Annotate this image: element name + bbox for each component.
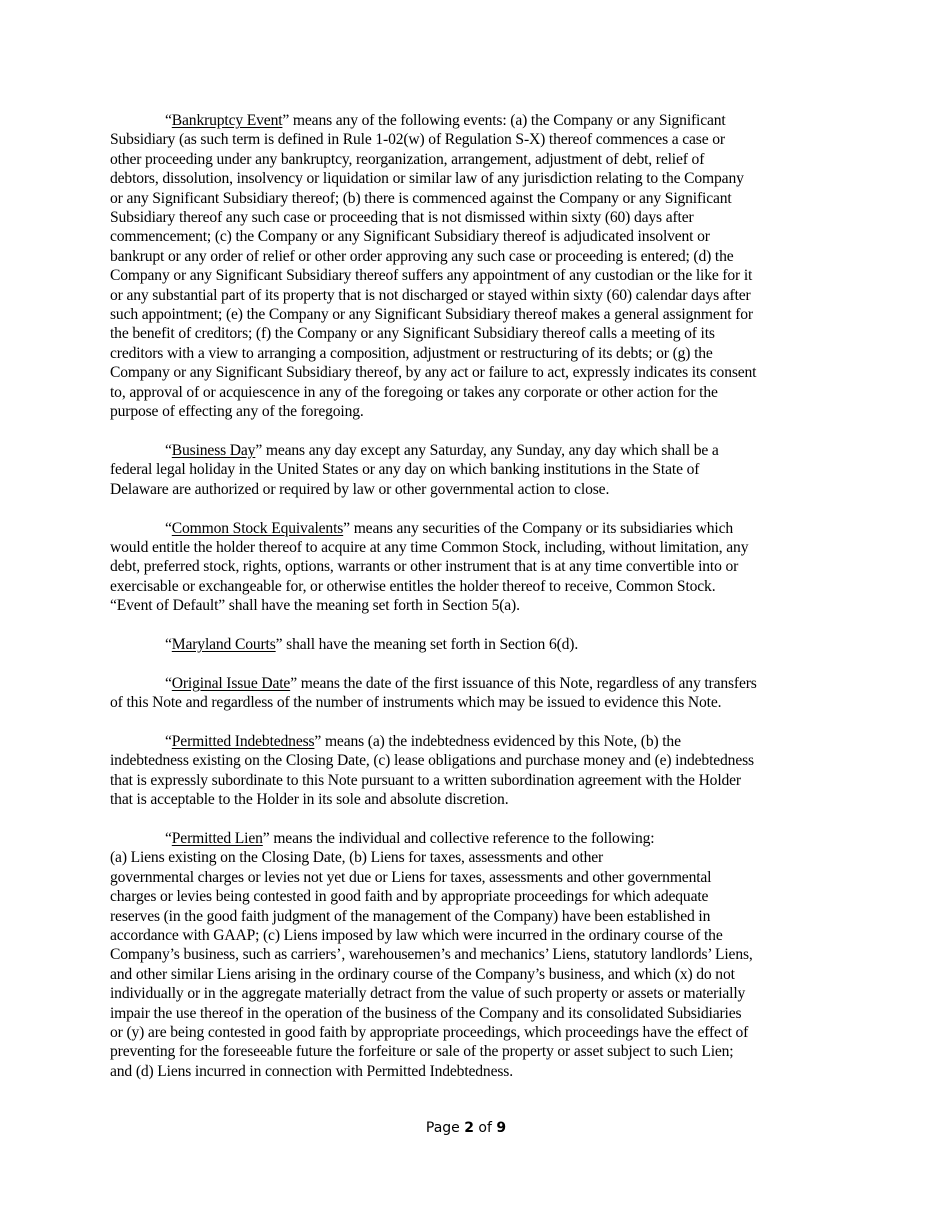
definition-line: that is expressly subordinate to this Note pursuant to a written subordination agreement with the Holder: [110, 771, 741, 789]
defined-term: Permitted Indebtedness: [171, 732, 315, 750]
definition-line: indebtedness existing on the Closing Date, (c) lease obligations and purchase money and (e) indebtedness: [110, 752, 754, 770]
definition-text: shall have the meaning set forth in Section 6(d).: [282, 635, 579, 653]
definition-text: means any of the following events: (a) the Company or any Significant: [289, 112, 726, 129]
open-quote: “: [165, 732, 172, 750]
definition-line: to, approval of or acquiescence in any of the foregoing or takes any corporate or other action for the: [110, 383, 718, 401]
defined-term: Bankruptcy Event: [171, 112, 283, 129]
definition-permitted-indebtedness: [110, 732, 830, 810]
close-quote: ”: [275, 635, 283, 653]
definition-line: federal legal holiday in the United States or any day on which banking institutions in the State of: [110, 461, 700, 479]
definition-text: means any day except any Saturday, any Sunday, any day which shall be a: [262, 441, 719, 459]
definition-line: that is acceptable to the Holder in its sole and absolute discretion.: [110, 791, 509, 809]
definition-line: governmental charges or levies not yet due or Liens for taxes, assessments and other governmental: [110, 868, 712, 886]
definition-original-issue-date: [110, 674, 830, 713]
definition-first-line: [110, 732, 830, 751]
definition-business-day: [110, 441, 830, 499]
definition-first-line: [110, 674, 830, 693]
definition-line: Subsidiary thereof any such case or proceeding that is not dismissed within sixty (60) days after: [110, 209, 694, 227]
definition-line: exercisable or exchangeable for, or otherwise entitles the holder thereof to receive, Common Stock.: [110, 577, 716, 595]
definition-first-line: [110, 635, 830, 654]
definition-line: Subsidiary (as such term is defined in Rule 1-02(w) of Regulation S-X) thereof commences a case or: [110, 131, 725, 149]
definition-permitted-lien: [110, 829, 830, 1081]
definition-line: or any substantial part of its property that is not discharged or stayed within sixty (60) calendar days after: [110, 286, 751, 304]
definition-line: Company or any Significant Subsidiary thereof, by any act or failure to act, expressly indicates its consent: [110, 364, 757, 382]
definition-line: the benefit of creditors; (f) the Company or any Significant Subsidiary thereof calls a meeting of its: [110, 325, 715, 343]
of-label: of: [473, 1120, 497, 1136]
definition-line: Company or any Significant Subsidiary thereof suffers any appointment of any custodian or the like for it: [110, 267, 753, 285]
defined-term: Common Stock Equivalents: [171, 519, 344, 537]
definition-bankruptcy-event: [110, 111, 830, 422]
definition-line: individually or in the aggregate materially detract from the value of such property or assets or materially: [110, 985, 746, 1003]
defined-term: Maryland Courts: [171, 635, 276, 653]
definition-text: means the individual and collective reference to the following:: [269, 829, 655, 847]
close-quote: ”: [290, 674, 297, 692]
definition-line: Delaware are authorized or required by law or other governmental action to close.: [110, 480, 610, 498]
definition-first-line: [110, 829, 830, 848]
definition-text: means (a) the indebtedness evidenced by this Note, (b) the: [321, 732, 681, 750]
close-quote: ”: [262, 829, 270, 847]
definition-line: or (y) are being contested in good faith by appropriate proceedings, which proceedings have the effect of: [110, 1024, 749, 1041]
open-quote: “: [165, 112, 172, 129]
definition-line: “Event of Default” shall have the meaning set forth in Section 5(a).: [110, 597, 520, 615]
definition-line: such appointment; (e) the Company or any Significant Subsidiary thereof makes a general assignment for: [110, 306, 753, 324]
definition-text: means any securities of the Company or its subsidiaries which: [349, 519, 734, 537]
definition-line: reserves (in the good faith judgment of the management of the Company) have been established in: [110, 907, 711, 925]
definition-maryland-courts: [110, 635, 830, 654]
close-quote: ”: [255, 441, 263, 459]
close-quote: ”: [282, 112, 290, 129]
defined-term: Original Issue Date: [171, 674, 291, 692]
open-quote: “: [165, 519, 172, 537]
current-page-number: 2: [464, 1120, 474, 1136]
definition-line: and (d) Liens incurred in connection with Permitted Indebtedness.: [110, 1062, 513, 1080]
definition-line: accordance with GAAP; (c) Liens imposed by law which were incurred in the ordinary course of the: [110, 926, 723, 944]
definition-line: would entitle the holder thereof to acquire at any time Common Stock, including, without limitation, any: [110, 538, 749, 556]
open-quote: “: [165, 674, 172, 692]
definition-line: commencement; (c) the Company or any Significant Subsidiary thereof is adjudicated insolvent or: [110, 228, 710, 246]
definition-line: impair the use thereof in the operation of the business of the Company and its consolidated Subsidiaries: [110, 1004, 742, 1022]
defined-term: Business Day: [171, 441, 256, 459]
definition-line: or any Significant Subsidiary thereof; (b) there is commenced against the Company or any Significant: [110, 189, 732, 207]
definition-line: preventing for the foreseeable future the forfeiture or sale of the property or asset subject to such Lien;: [110, 1043, 734, 1061]
definition-line: other proceeding under any bankruptcy, reorganization, arrangement, adjustment of debt, relief of: [110, 150, 705, 168]
defined-term: Permitted Lien: [171, 829, 263, 847]
definition-first-line: [110, 441, 830, 460]
definition-line: purpose of effecting any of the foregoing.: [110, 403, 364, 421]
definition-first-line: [110, 519, 830, 538]
open-quote: “: [165, 829, 172, 847]
definition-first-line: [110, 111, 830, 130]
definition-text: means the date of the first issuance of this Note, regardless of any transfers: [296, 674, 757, 692]
definition-line: charges or levies being contested in good faith and by appropriate proceedings for which adequate: [110, 888, 709, 906]
definition-line: creditors with a view to arranging a composition, adjustment or restructuring of its debts; or (g) the: [110, 344, 713, 362]
definition-line: (a) Liens existing on the Closing Date, (b) Liens for taxes, assessments and other: [110, 849, 604, 867]
open-quote: “: [165, 441, 172, 459]
definition-common-stock-equivalents: [110, 519, 830, 616]
definition-line: bankrupt or any order of relief or other order approving any such case or proceeding is entered; (d) the: [110, 247, 734, 265]
close-quote: ”: [314, 732, 322, 750]
close-quote: ”: [343, 519, 350, 537]
document-page: [110, 111, 830, 1101]
total-pages-number: 9: [496, 1120, 507, 1136]
page-footer: [0, 1120, 932, 1136]
definition-line: of this Note and regardless of the number of instruments which may be issued to evidence this Note.: [110, 694, 722, 712]
definition-line: debtors, dissolution, insolvency or liquidation or similar law of any jurisdiction relating to the Company: [110, 170, 744, 188]
open-quote: “: [165, 635, 172, 653]
page-label: Page: [425, 1120, 465, 1136]
definition-line: and other similar Liens arising in the ordinary course of the Company’s business, and which (x) do not: [110, 965, 735, 983]
definition-line: debt, preferred stock, rights, options, warrants or other instrument that is at any time convertible into or: [110, 558, 739, 576]
definition-line: Company’s business, such as carriers’, warehousemen’s and mechanics’ Liens, statutory landlords’ Liens,: [110, 946, 753, 964]
